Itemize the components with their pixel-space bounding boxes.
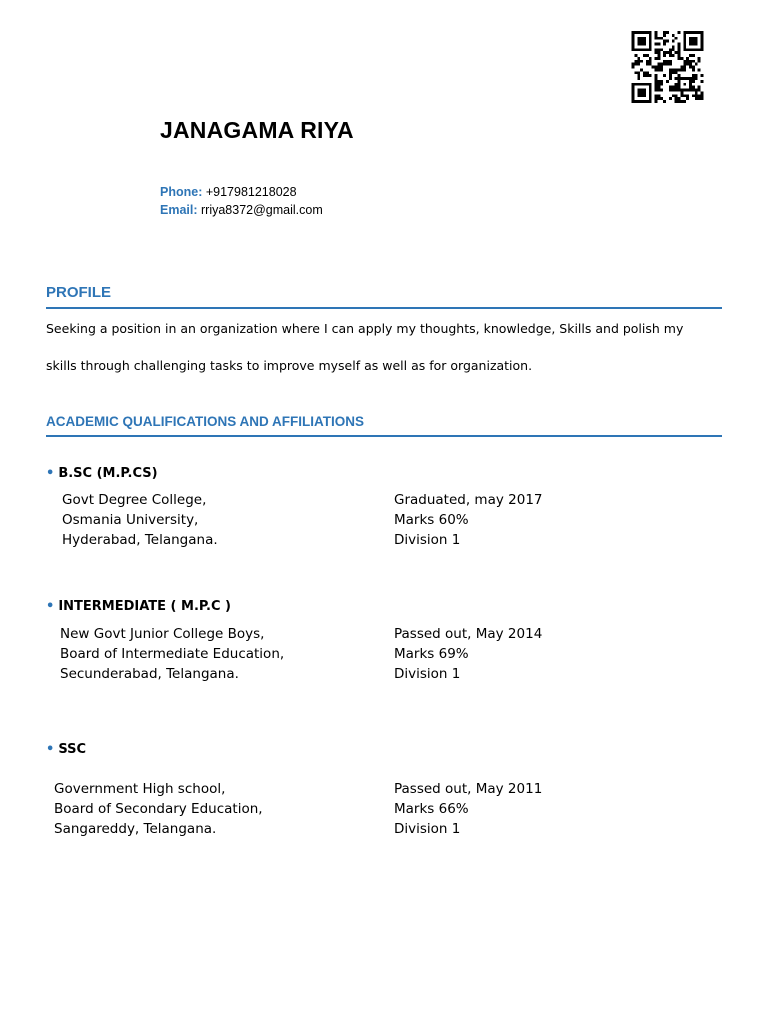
qualification-heading: • INTERMEDIATE ( M.P.C ) [46,599,231,614]
result-line: Marks 60% [394,512,469,528]
institution-line: Board of Secondary Education, [54,801,263,817]
result-line: Division 1 [394,532,461,548]
institution-line: New Govt Junior College Boys, [60,626,265,642]
email-label: Email: [160,203,198,217]
result-line: Division 1 [394,821,461,837]
phone-value: +917981218028 [205,185,297,199]
result-details [394,624,542,684]
bullet-icon: • [46,742,55,757]
institution-line: Govt Degree College, [62,492,207,508]
institution-line: Government High school, [54,781,226,797]
qualification-heading: • B.SC (M.P.CS) [46,466,158,481]
institution-line: Board of Intermediate Education, [60,646,285,662]
result-line: Marks 69% [394,646,469,662]
result-details [394,490,543,550]
phone-line [160,185,297,199]
academics-divider [46,435,722,437]
result-line: Division 1 [394,666,461,682]
result-line: Passed out, May 2011 [394,781,543,797]
email-value[interactable]: rriya8372@gmail.com [201,203,323,217]
institution-details [62,490,218,550]
profile-text-line-2: skills through challenging tasks to improve myself as well as for organization. [46,358,533,373]
qualification-heading: • SSC [46,742,86,757]
profile-divider [46,307,722,309]
bullet-icon: • [46,466,55,481]
result-line: Graduated, may 2017 [394,492,543,508]
qr-code-icon [629,31,706,103]
result-line: Marks 66% [394,801,469,817]
institution-details [54,779,263,839]
candidate-name: JANAGAMA RIYA [160,117,354,143]
institution-details [60,624,284,684]
institution-line: Osmania University, [62,512,199,528]
email-line [160,203,323,217]
academics-heading: ACADEMIC QUALIFICATIONS AND AFFILIATIONS [46,414,364,429]
institution-line: Sangareddy, Telangana. [54,821,217,837]
profile-heading: PROFILE [46,284,112,301]
result-line: Passed out, May 2014 [394,626,543,642]
profile-text-line-1: Seeking a position in an organization where I can apply my thoughts, knowledge, Skills and polish my [46,321,684,336]
bullet-icon: • [46,599,55,614]
institution-line: Hyderabad, Telangana. [62,532,218,548]
institution-line: Secunderabad, Telangana. [60,666,239,682]
result-details [394,779,542,839]
phone-label: Phone: [160,185,203,199]
